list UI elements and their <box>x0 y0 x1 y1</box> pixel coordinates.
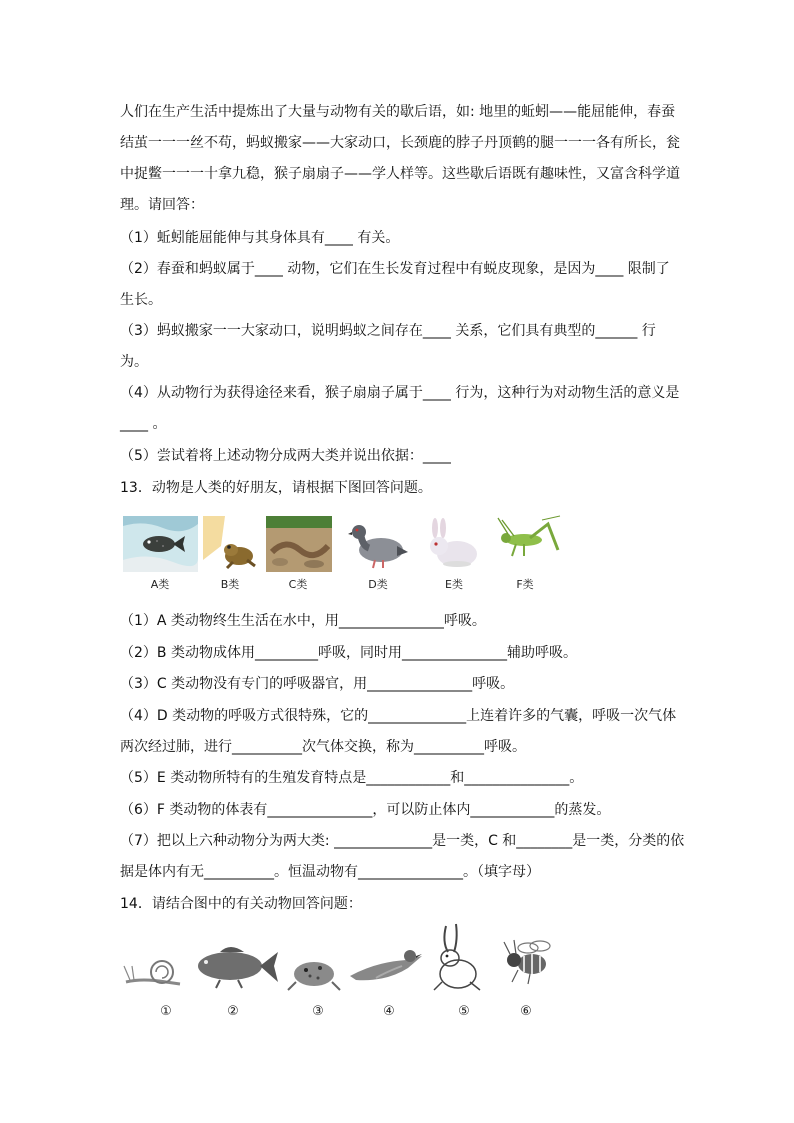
pigeon-image <box>345 512 409 572</box>
q12-item-3b: 为。 <box>120 354 148 370</box>
snail-sketch <box>122 952 184 994</box>
q13-item-4a: （4）D 类动物的呼吸方式很特殊，它的______________上连着许多的气囊，呼吸一次气体 <box>120 708 677 724</box>
q13-item-3: （3）C 类动物没有专门的呼吸器官，用_______________呼吸。 <box>120 676 515 692</box>
earthworm-soil-image <box>266 516 332 572</box>
q12-item-4a: （4）从动物行为获得途径来看，猴子扇扇子属于____ 行为，这种行为对动物生活的意义是 <box>120 385 680 401</box>
q13-item-5: （5）E 类动物所特有的生殖发育特点是____________和_______________。 <box>120 770 584 786</box>
q13-item-4b: 两次经过肺，进行__________次气体交换，称为__________呼吸。 <box>120 739 526 755</box>
q12-item-3a: （3）蚂蚁搬家一一大家动口，说明蚂蚁之间存在____ 关系，它们具有典型的______ 行 <box>120 323 656 339</box>
caption-f: F类 <box>516 578 534 591</box>
intro-line-3: 中捉鳖一一一十拿九稳，猴子扇扇子——学人样等。这些歇后语既有趣味性，又富含科学道 <box>120 166 680 182</box>
rabbit-sketch <box>428 920 484 994</box>
q13-item-6: （6）F 类动物的体表有_______________，可以防止体内____________的蒸发。 <box>120 802 611 818</box>
intro-line-4: 理。请回答： <box>120 197 204 213</box>
q13-item-2: （2）B 类动物成体用_________呼吸，同时用_______________辅助呼吸。 <box>120 645 577 661</box>
q14-title: 14．请结合图中的有关动物回答问题： <box>120 896 362 912</box>
intro-line-2: 结茧一一一丝不苟，蚂蚁搬家——大家动口，长颈鹿的脖子丹顶鹤的腿一一一各有所长，瓮 <box>120 135 680 151</box>
caption-a: A类 <box>150 578 170 591</box>
q13-item-1: （1）A 类动物终生生活在水中，用_______________呼吸。 <box>120 613 486 629</box>
caption-e: E类 <box>445 578 463 591</box>
label-2: ② <box>227 1004 239 1019</box>
intro-line-1: 人们在生产生活中提炼出了大量与动物有关的歇后语，如: 地里的蚯蚓——能屈能伸，春蚕 <box>120 104 676 120</box>
label-5: ⑤ <box>458 1004 470 1019</box>
bee-sketch <box>496 934 558 986</box>
q12-item-5: （5）尝试着将上述动物分成两大类并说出依据：____ <box>120 448 451 464</box>
label-1: ① <box>160 1004 172 1019</box>
q13-title: 13．动物是人类的好朋友，请根据下图回答问题。 <box>120 480 432 496</box>
frog-sketch <box>286 952 342 992</box>
rabbit-image <box>423 514 483 572</box>
carp-sketch <box>190 942 280 992</box>
caption-c: C类 <box>288 578 308 591</box>
q12-item-2b: 生长。 <box>120 292 162 308</box>
grasshopper-image <box>494 514 562 560</box>
caption-b: B类 <box>220 578 240 591</box>
q13-item-7a: （7）把以上六种动物分为两大类: ______________是一类，C 和________是一类，分类的依 <box>120 833 685 849</box>
q12-item-2a: （2）春蚕和蚂蚁属于____ 动物，它们在生长发育过程中有蜕皮现象，是因为____ 限制了 <box>120 261 670 277</box>
caption-d: D类 <box>368 578 388 591</box>
frog-image <box>203 516 259 572</box>
fish-in-water-image <box>123 516 198 572</box>
q12-item-1: （1）蚯蚓能屈能伸与其身体具有____ 有关。 <box>120 230 400 246</box>
label-4: ④ <box>383 1004 395 1019</box>
label-6: ⑥ <box>520 1004 532 1019</box>
label-3: ③ <box>312 1004 324 1019</box>
q13-item-7b: 据是体内有无__________。恒温动物有_______________。（填字母） <box>120 864 540 880</box>
q12-item-4b: ____ 。 <box>120 416 167 432</box>
pigeon-sketch <box>346 942 424 988</box>
